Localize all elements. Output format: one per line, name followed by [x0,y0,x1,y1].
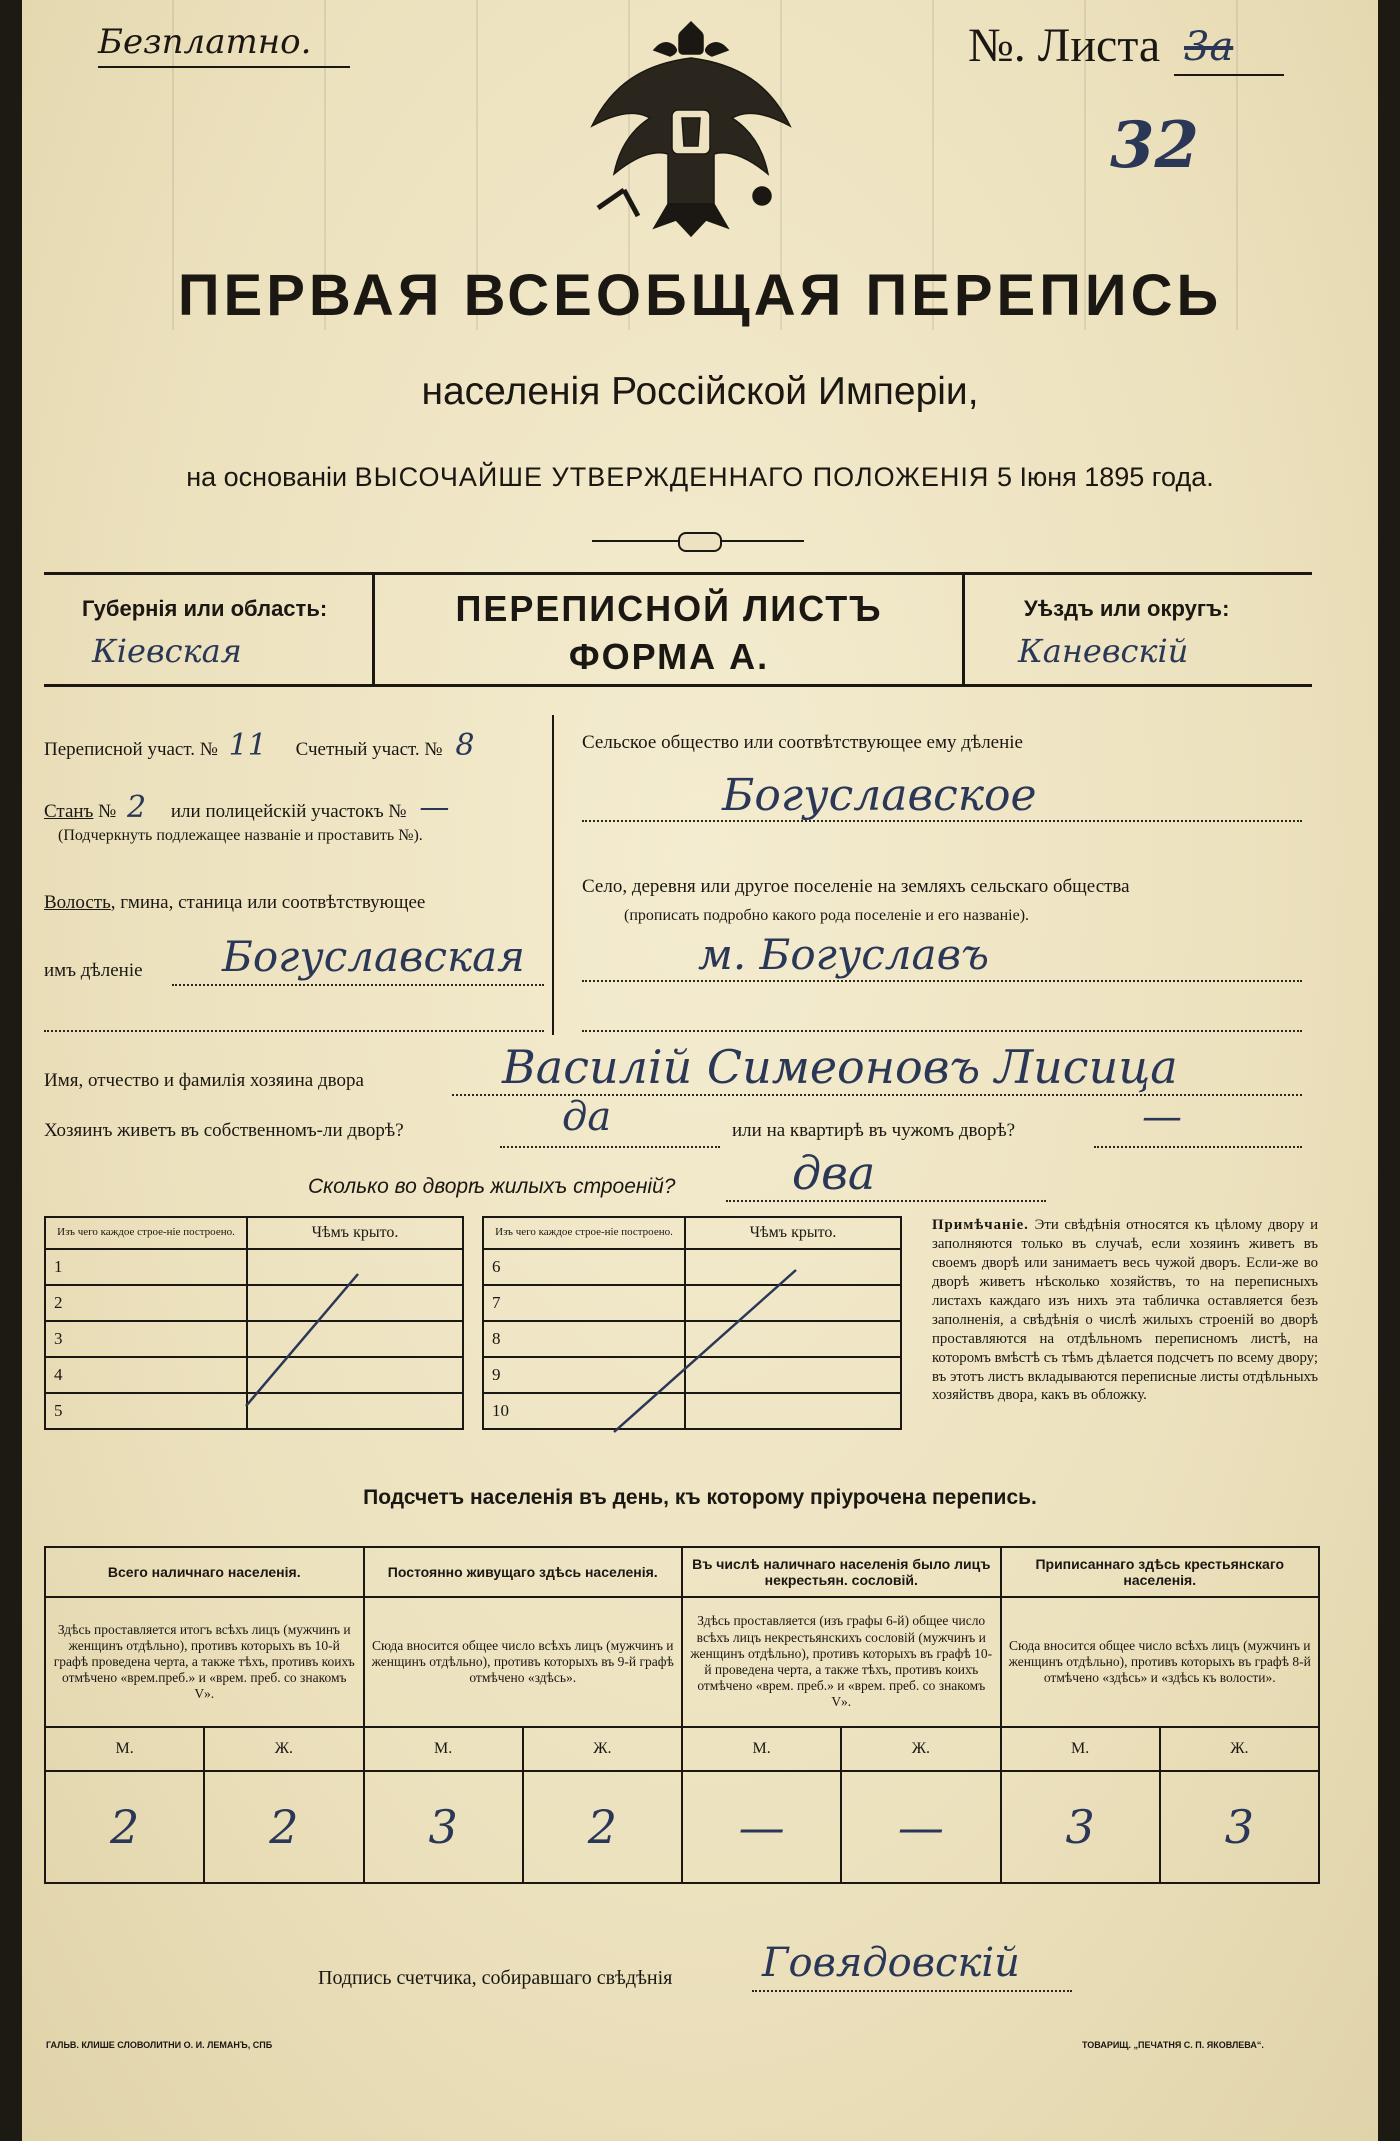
own-yard-line [500,1146,720,1148]
count-col-head: Въ числѣ наличнаго населенія было лицъ некрестьян. сословій. [682,1547,1001,1597]
count-col-desc: Здѣсь проставляется (изъ графы 6-й) общее число всѣхъ лицъ некрестьянскихъ сословій (мужчинъ и женщинъ отдѣльно), противъ которыхъ въ графѣ 10-й проведена черта, а также тѣхъ, противъ коихъ отмѣчено «врем. преб.» и «врем. преб. со знакомъ V». [682,1597,1001,1727]
count-m-label: М. [1001,1727,1160,1771]
count-z-value: 2 [523,1771,682,1883]
village-note: (прописать подробно какого рода поселеніе и его названіе). [624,907,1030,924]
village-value: м. Богуславъ [698,930,990,979]
subtitle: населенія Россійской Имперіи, [421,370,979,413]
sheet-number-struck: 3а [1184,24,1234,70]
form-top-rule [44,572,1312,575]
form-bottom-rule [44,684,1312,687]
signature-line [752,1990,1072,1992]
count-z-value: — [841,1771,1000,1883]
count-col-desc: Здѣсь проставляется итогъ всѣхъ лицъ (мужчинъ и женщинъ отдѣльно), противъ которыхъ въ 10-й графѣ проведена черта, а также тѣхъ, противъ коихъ отмѣчено «врем.преб.» и «врем. преб. со знакомъ V». [45,1597,364,1727]
buildings-value: два [792,1146,876,1200]
remark: Примѣчаніе. Эти свѣдѣнія относятся къ цѣлому двору и заполняются только въ случаѣ, если хозяинъ живетъ въ своемъ дворѣ или занимаетъ весь чужой дворъ. Если-же во дворѣ живетъ нѣсколько хозяйствъ, то на переписныхъ листахъ каждаго изъ нихъ эта табличка оставляется безъ заполненія, а свѣдѣнія о числѣ жилыхъ строеній во дворѣ проставляются на отдѣльномъ переписномъ листѣ, на которомъ вмѣстѣ съ тѣмъ дѣлается подсчетъ по всему двору; въ этотъ листъ вкладываются переписные листы отдѣльныхъ хозяйствъ двора, какъ въ обложку. [932,1217,1318,1404]
underline-note: (Подчеркнуть подлежащее названіе и проставить №). [58,827,423,844]
double-headed-eagle-icon [584,14,798,240]
gubernia-label: Губернія или область: [82,596,328,621]
gubernia-value: Кіевская [92,632,242,670]
strike-mark-left [242,1270,362,1410]
ornament-center [678,532,722,552]
count-title: Подсчетъ населенія въ день, къ которому пріурочена перепись. [363,1486,1037,1509]
count-col-desc: Сюда вносится общее число всѣхъ лицъ (мужчинъ и женщинъ отдѣльно), противъ которыхъ въ 9-й графѣ отмѣчено «здѣсь». [364,1597,683,1727]
basis-line: на основаніи ВЫСОЧАЙШЕ УТВЕРЖДЕННАГО ПОЛОЖЕНІЯ 5 Іюня 1895 года. [186,462,1214,492]
form-right-divider [962,572,965,687]
society-value: Богуславское [722,770,1037,821]
footer-left: ГАЛЬВ. КЛИШЕ СЛОВОЛИТНИ О. И. ЛЕМАНЪ, СПБ [46,2040,273,2050]
buildings-row: 7 [483,1285,685,1321]
free-underline [98,66,350,68]
schetny-value: 8 [455,728,475,763]
count-m-value: 3 [364,1771,523,1883]
rent-value: — [1142,1094,1182,1140]
uezd-value: Каневскій [1018,632,1189,670]
sheet-number-handwritten: 32 [1110,108,1200,183]
buildings-row: 6 [483,1249,685,1285]
count-m-label: М. [45,1727,204,1771]
society-line [582,820,1302,822]
buildings-col1-header: Изъ чего каждое строе-ніе построено. [483,1217,685,1249]
free-label: Безплатно. [98,22,312,62]
volost-line [172,984,544,986]
buildings-col1-header: Изъ чего каждое строе-ніе построено. [45,1217,247,1249]
signature-value: Говядовскій [762,1940,1020,1986]
society-label: Сельское общество или соотвѣтствующее ему дѣленіе [582,732,1023,753]
buildings-col2-header: Чѣмъ крыто. [685,1217,901,1249]
police-value: — [419,790,450,825]
buildings-row: 3 [45,1321,247,1357]
stan-row: Станъ № 2 или полицейскій участокъ № — [44,790,450,825]
buildings-col2-header: Чѣмъ крыто. [247,1217,463,1249]
buildings-row: 8 [483,1321,685,1357]
village-line [582,980,1302,982]
buildings-label: Сколько во дворѣ жилыхъ строеній? [308,1175,676,1198]
buildings-row: 2 [45,1285,247,1321]
middle-divider [552,715,554,1035]
own-yard-label: Хозяинъ живетъ въ собственномъ-ли дворѣ? [44,1120,404,1141]
owner-name-value: Василій Симеоновъ Лисица [502,1040,1178,1094]
buildings-row: 9 [483,1357,685,1393]
rent-label: или на квартирѣ въ чужомъ дворѣ? [732,1120,1016,1141]
buildings-row: 10 [483,1393,685,1429]
census-sheet [22,0,1378,2141]
own-yard-value: да [562,1094,612,1140]
count-col-head: Приписаннаго здѣсь крестьянскаго населенія. [1001,1547,1320,1597]
sheet-title: ПЕРЕПИСНОЙ ЛИСТЪ [455,588,883,629]
count-z-value: 2 [204,1771,363,1883]
form-left-divider [372,572,375,687]
count-m-value: 3 [1001,1771,1160,1883]
buildings-row: 1 [45,1249,247,1285]
buildings-line [726,1200,1046,1202]
stan-value: 2 [127,790,147,825]
count-col-head: Постоянно живущаго здѣсь населенія. [364,1547,683,1597]
uezd-label: Уѣздъ или округъ: [1024,596,1230,621]
volost-value: Богуславская [222,932,525,981]
count-z-label: Ж. [1160,1727,1319,1771]
volost-label: Волость, гмина, станица или соотвѣтствующее [44,892,426,913]
count-m-label: М. [682,1727,841,1771]
village-line-2 [582,1030,1302,1032]
uchastok-row: Переписной участ. № 11 Счетный участ. № 8 [44,728,475,763]
count-m-value: 2 [45,1771,204,1883]
buildings-row: 4 [45,1357,247,1393]
sheet-number-underline [1174,74,1284,76]
count-col-head: Всего наличнаго населенія. [45,1547,364,1597]
count-z-label: Ж. [523,1727,682,1771]
count-z-label: Ж. [204,1727,363,1771]
volost-line-2 [44,1030,544,1032]
buildings-row: 5 [45,1393,247,1429]
form-title: ФОРМА А. [568,636,770,677]
sheet-number-label: №. Листа [968,19,1161,72]
strike-mark-right [610,1266,800,1436]
uchastok-value: 11 [228,728,267,763]
footer-right: ТОВАРИЩ. „ПЕЧАТНЯ С. П. ЯКОВЛЕВА“. [1082,2040,1264,2050]
count-z-value: 3 [1160,1771,1319,1883]
owner-name-label: Имя, отчество и фамилія хозяина двора [44,1070,364,1091]
count-col-desc: Сюда вносится общее число всѣхъ лицъ (мужчинъ и женщинъ отдѣльно), противъ которыхъ въ графѣ 8-й отмѣчено «здѣсь» и «здѣсь къ волости». [1001,1597,1320,1727]
count-table [44,1546,1320,1884]
volost-label-cont: имъ дѣленіе [44,960,143,981]
count-m-label: М. [364,1727,523,1771]
main-title: ПЕРВАЯ ВСЕОБЩАЯ ПЕРЕПИСЬ [177,263,1223,328]
village-label: Село, деревня или другое поселеніе на земляхъ сельскаго общества [582,876,1130,897]
count-m-value: — [682,1771,841,1883]
signature-label: Подпись счетчика, собиравшаго свѣдѣнія [318,1967,673,1989]
rent-line [1094,1146,1302,1148]
count-z-label: Ж. [841,1727,1000,1771]
